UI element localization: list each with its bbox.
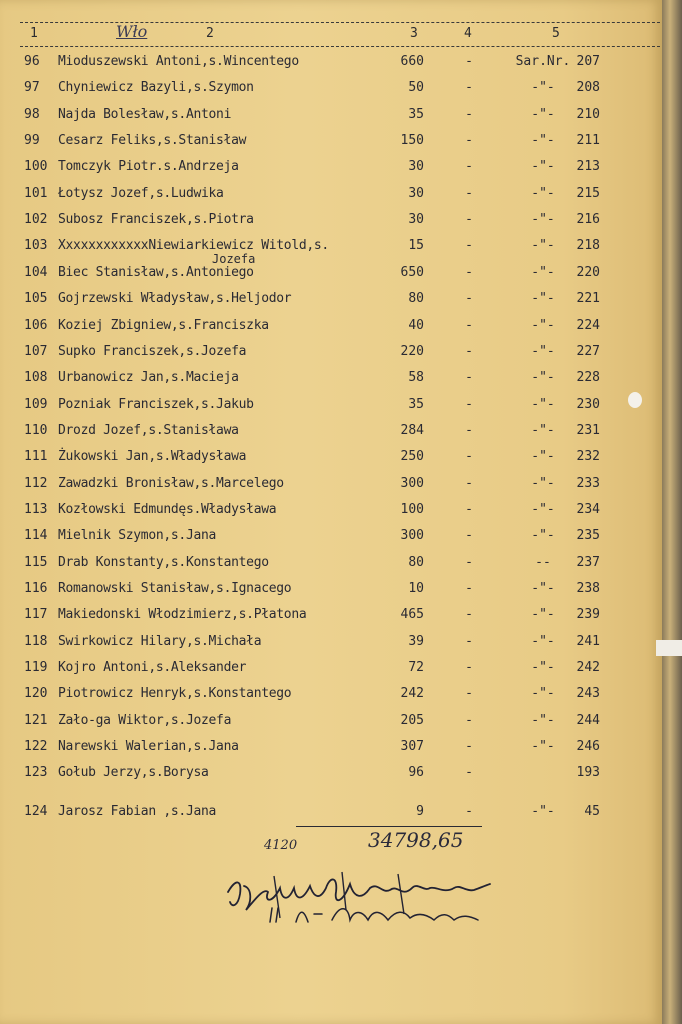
table-row <box>0 54 662 80</box>
row-value: 35 <box>408 396 424 412</box>
handwritten-signature <box>222 858 512 938</box>
row-reference: -"- <box>531 291 555 307</box>
row-col4: - <box>465 633 473 649</box>
header-col-2: 2 <box>206 26 214 41</box>
row-col4: - <box>465 291 473 307</box>
row-number: 123 <box>24 765 48 781</box>
row-page: 207 <box>576 54 600 69</box>
row-page: 230 <box>576 396 600 412</box>
row-name: Pozniak Franciszek,s.Jakub <box>58 396 254 412</box>
row-page: 234 <box>576 501 600 517</box>
table-row <box>0 528 662 554</box>
row-value: 150 <box>400 133 424 149</box>
table-row <box>0 713 662 739</box>
row-page: 221 <box>576 291 600 307</box>
table-row <box>0 555 662 581</box>
row-number: 115 <box>24 554 48 570</box>
row-number: 98 <box>24 106 40 122</box>
row-page: 224 <box>576 317 600 333</box>
row-col4: - <box>465 133 473 149</box>
row-page: 193 <box>576 765 600 781</box>
row-reference: -"- <box>531 712 555 728</box>
row-page: 235 <box>576 528 600 544</box>
row-number: 114 <box>24 528 48 544</box>
row-name: Drab Konstanty,s.Konstantego <box>58 554 269 570</box>
row-name: Gojrzewski Władysław,s.Heljodor <box>58 291 292 307</box>
row-col4: - <box>465 159 473 175</box>
row-name: Łotysz Jozef,s.Ludwika <box>58 185 224 201</box>
punch-hole <box>628 392 642 408</box>
row-page: 210 <box>576 106 600 122</box>
row-reference: -"- <box>531 238 555 254</box>
row-reference: -"- <box>531 396 555 412</box>
row-name: Jarosz Fabian ,s.Jana <box>58 804 217 819</box>
row-name: Koziej Zbigniew,s.Franciszka <box>58 317 269 333</box>
row-reference: -- <box>535 554 551 570</box>
row-reference: -"- <box>531 739 555 755</box>
row-name: XxxxxxxxxxxxNiewiarkiewicz Witold,s. <box>58 238 329 254</box>
row-reference: -"- <box>531 449 555 465</box>
row-name: Najda Bolesław,s.Antoni <box>58 106 232 122</box>
row-value: 96 <box>408 765 424 781</box>
row-value: 39 <box>408 633 424 649</box>
row-reference: -"- <box>531 804 555 819</box>
row-page: 231 <box>576 422 600 438</box>
table-row <box>0 765 662 791</box>
row-reference: -"- <box>531 501 555 517</box>
row-name: Romanowski Stanisław,s.Ignacego <box>58 581 292 596</box>
row-value: 650 <box>400 264 424 280</box>
row-col4: - <box>465 212 473 228</box>
row-col4: - <box>465 106 473 122</box>
table-row <box>0 397 662 423</box>
table-row <box>0 502 662 528</box>
row-col4: - <box>465 712 473 728</box>
row-number: 101 <box>24 185 48 201</box>
row-number: 107 <box>24 343 48 359</box>
row-name: Biec Stanisław,s.Antoniego <box>58 264 254 280</box>
row-name: Urbanowicz Jan,s.Macieja <box>58 370 239 386</box>
row-reference: -"- <box>531 185 555 201</box>
row-number: 121 <box>24 712 48 728</box>
row-col4: - <box>465 54 473 69</box>
row-reference: -"- <box>531 422 555 438</box>
header-col-3: 3 <box>410 26 418 41</box>
table-row <box>0 686 662 712</box>
table-row <box>0 739 662 765</box>
row-page: 246 <box>576 739 600 755</box>
row-value: 30 <box>408 212 424 228</box>
row-number: 99 <box>24 133 40 149</box>
row-page: 208 <box>576 80 600 96</box>
row-value: 465 <box>400 607 424 623</box>
row-name: Gołub Jerzy,s.Borysa <box>58 765 209 781</box>
header-handwritten-mark: Wło <box>116 22 148 41</box>
row-name: Zawadzki Bronisław,s.Marcelego <box>58 475 284 491</box>
table-row <box>0 80 662 106</box>
row-number: 106 <box>24 317 48 333</box>
row-value: 35 <box>408 106 424 122</box>
binder-edge <box>662 0 682 1024</box>
row-name: Drozd Jozef,s.Stanisława <box>58 422 239 438</box>
row-value: 205 <box>400 712 424 728</box>
row-name: Kozłowski Edmundęs.Władysława <box>58 501 277 517</box>
row-col4: - <box>465 528 473 544</box>
row-col4: - <box>465 765 473 781</box>
table-row <box>0 159 662 185</box>
row-number: 122 <box>24 739 48 755</box>
row-value: 300 <box>400 475 424 491</box>
row-page: 228 <box>576 370 600 386</box>
row-number: 103 <box>24 238 48 254</box>
table-row <box>0 449 662 475</box>
row-number: 105 <box>24 291 48 307</box>
row-number: 96 <box>24 54 40 69</box>
row-value: 80 <box>408 554 424 570</box>
row-page: 220 <box>576 264 600 280</box>
row-value: 50 <box>408 80 424 96</box>
table-row <box>0 186 662 212</box>
row-value: 220 <box>400 343 424 359</box>
row-page: 237 <box>576 554 600 570</box>
row-name: Kojro Antoni,s.Aleksander <box>58 660 247 676</box>
row-page: 216 <box>576 212 600 228</box>
row-page: 242 <box>576 660 600 676</box>
row-number: 100 <box>24 159 48 175</box>
row-name: Cesarz Feliks,s.Stanisław <box>58 133 247 149</box>
row-reference: -"- <box>531 343 555 359</box>
row-number: 124 <box>24 804 48 819</box>
row-page: 45 <box>584 804 600 819</box>
row-page: 215 <box>576 185 600 201</box>
row-value: 242 <box>400 686 424 702</box>
row-col4: - <box>465 317 473 333</box>
row-reference: -"- <box>531 660 555 676</box>
row-page: 213 <box>576 159 600 175</box>
row-name-continuation: Jozefa <box>212 252 256 267</box>
row-col4: - <box>465 422 473 438</box>
row-name: Żukowski Jan,s.Władysława <box>58 449 247 465</box>
row-reference: -"- <box>531 133 555 149</box>
table-row <box>0 581 662 607</box>
row-number: 120 <box>24 686 48 702</box>
header-col-1: 1 <box>30 26 38 41</box>
table-row <box>0 634 662 660</box>
row-name: Mielnik Szymon,s.Jana <box>58 528 217 544</box>
signature-line-1: Mjr Mecadin <box>362 936 369 937</box>
row-value: 284 <box>400 422 424 438</box>
row-col4: - <box>465 449 473 465</box>
row-col4: - <box>465 370 473 386</box>
row-page: 239 <box>576 607 600 623</box>
total-rule <box>296 826 482 827</box>
row-col4: - <box>465 475 473 491</box>
table-row <box>0 107 662 133</box>
row-col4: - <box>465 264 473 280</box>
row-reference: -"- <box>531 264 555 280</box>
row-reference: -"- <box>531 370 555 386</box>
row-number: 117 <box>24 607 48 623</box>
table-row <box>0 265 662 291</box>
row-number: 118 <box>24 633 48 649</box>
row-reference: -"- <box>531 317 555 333</box>
row-col4: - <box>465 804 473 819</box>
row-value: 307 <box>400 739 424 755</box>
table-row <box>0 318 662 344</box>
row-name: Makiedonski Włodzimierz,s.Płatona <box>58 607 307 623</box>
row-value: 250 <box>400 449 424 465</box>
header-bottom-rule <box>20 46 660 47</box>
row-reference: -"- <box>531 475 555 491</box>
row-page: 238 <box>576 581 600 596</box>
row-number: 119 <box>24 660 48 676</box>
row-name: Chyniewicz Bazyli,s.Szymon <box>58 80 254 96</box>
row-number: 110 <box>24 422 48 438</box>
table-row <box>0 133 662 159</box>
row-number: 104 <box>24 264 48 280</box>
row-col4: - <box>465 238 473 254</box>
row-name: Subosz Franciszek,s.Piotra <box>58 212 254 228</box>
row-value: 10 <box>408 581 424 596</box>
row-col4: - <box>465 660 473 676</box>
row-name: Tomczyk Piotr.s.Andrzeja <box>58 159 239 175</box>
row-col4: - <box>465 686 473 702</box>
row-page: 243 <box>576 686 600 702</box>
row-reference: -"- <box>531 528 555 544</box>
row-value: 30 <box>408 185 424 201</box>
total-sum: 34798,65 <box>368 828 464 852</box>
table-row <box>0 291 662 317</box>
row-value: 40 <box>408 317 424 333</box>
tape-strip <box>656 640 682 656</box>
table-row <box>0 423 662 449</box>
row-value: 660 <box>400 54 424 69</box>
table-row <box>0 660 662 686</box>
row-col4: - <box>465 607 473 623</box>
row-reference: -"- <box>531 607 555 623</box>
row-number: 108 <box>24 370 48 386</box>
row-name: Zało-ga Wiktor,s.Jozefa <box>58 712 232 728</box>
row-reference: -"- <box>531 581 555 596</box>
row-number: 97 <box>24 80 40 96</box>
row-name: Swirkowicz Hilary,s.Michała <box>58 633 262 649</box>
table-row <box>0 212 662 238</box>
row-reference: -"- <box>531 159 555 175</box>
row-reference: -"- <box>531 633 555 649</box>
table-row <box>0 607 662 633</box>
row-name: Piotrowicz Henryk,s.Konstantego <box>58 686 292 702</box>
row-value: 300 <box>400 528 424 544</box>
row-value: 100 <box>400 501 424 517</box>
row-page: 211 <box>576 133 600 149</box>
header-col-4: 4 <box>464 26 472 41</box>
row-number: 109 <box>24 396 48 412</box>
row-reference: Sar.Nr. <box>515 54 571 69</box>
row-value: 72 <box>408 660 424 676</box>
row-number: 111 <box>24 449 48 465</box>
row-page: 218 <box>576 238 600 254</box>
row-page: 233 <box>576 475 600 491</box>
row-number: 113 <box>24 501 48 517</box>
row-value: 58 <box>408 370 424 386</box>
row-col4: - <box>465 501 473 517</box>
row-name: Supko Franciszek,s.Jozefa <box>58 343 247 359</box>
table-row <box>0 344 662 370</box>
row-number: 102 <box>24 212 48 228</box>
row-reference: -"- <box>531 212 555 228</box>
total-left-note: 4120 <box>264 838 298 853</box>
row-col4: - <box>465 554 473 570</box>
row-number: 116 <box>24 581 48 596</box>
row-page: 241 <box>576 633 600 649</box>
table-row <box>0 370 662 396</box>
row-value: 80 <box>408 291 424 307</box>
row-col4: - <box>465 343 473 359</box>
row-name: Narewski Walerian,s.Jana <box>58 739 239 755</box>
row-name: Mioduszewski Antoni,s.Wincentego <box>58 54 299 69</box>
row-reference: -"- <box>531 80 555 96</box>
row-number: 112 <box>24 475 48 491</box>
row-value: 9 <box>416 804 424 819</box>
row-page: 244 <box>576 712 600 728</box>
row-col4: - <box>465 185 473 201</box>
row-reference: -"- <box>531 686 555 702</box>
row-page: 227 <box>576 343 600 359</box>
table-row <box>0 476 662 502</box>
row-col4: - <box>465 739 473 755</box>
row-col4: - <box>465 80 473 96</box>
row-col4: - <box>465 396 473 412</box>
row-reference: -"- <box>531 106 555 122</box>
row-col4: - <box>465 581 473 596</box>
row-value: 30 <box>408 159 424 175</box>
row-page: 232 <box>576 449 600 465</box>
row-value: 15 <box>408 238 424 254</box>
header-col-5: 5 <box>552 26 560 41</box>
